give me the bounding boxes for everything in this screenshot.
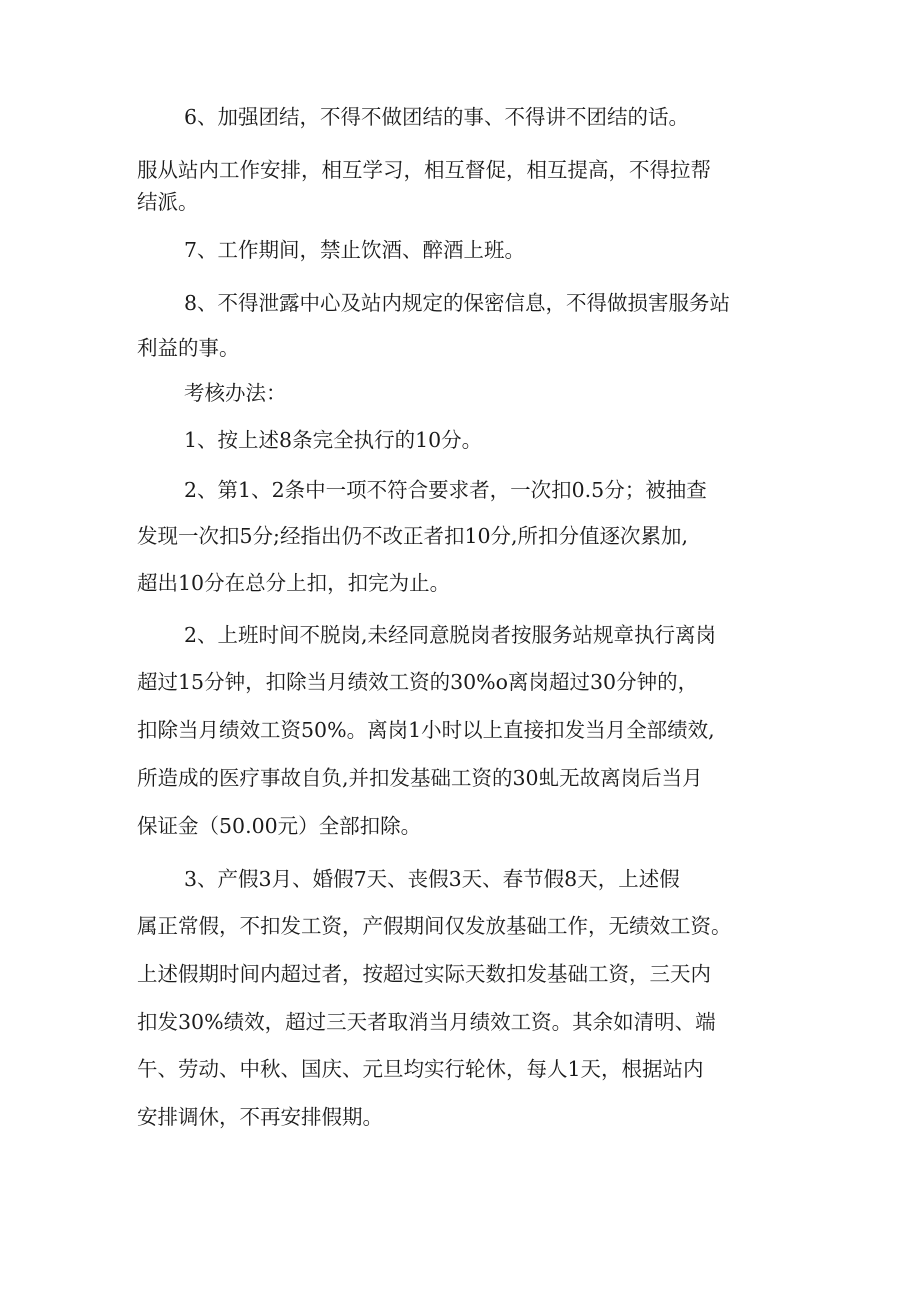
text-line: 8、不得泄露中心及站内规定的保密信息，不得做损害服务站 [184, 291, 731, 315]
text-line: 保证金（50.00元）全部扣除。 [137, 814, 422, 838]
text-line: 扣发30%绩效，超过三天者取消当月绩效工资。其余如清明、端 [137, 1010, 716, 1034]
text-line: 上述假期时间内超过者，按超过实际天数扣发基础工资，三天内 [137, 962, 711, 986]
text-line: 属正常假，不扣发工资，产假期间仅发放基础工作，无绩效工资。 [137, 914, 732, 938]
text-line: 超过15分钟，扣除当月绩效工资的30%o离岗超过30分钟的， [137, 670, 699, 694]
text-line: 3、产假3月、婚假7天、丧假3天、春节假8天，上述假 [184, 867, 680, 891]
text-line: 安排调休，不再安排假期。 [137, 1105, 383, 1129]
text-line: 7、工作期间，禁止饮酒、醉酒上班。 [184, 238, 526, 262]
text-line: 扣除当月绩效工资50%。离岗1小时以上直接扣发当月全部绩效, [137, 718, 715, 742]
text-line: 1、按上述8条完全执行的10分。 [184, 428, 483, 452]
text-line: 服从站内工作安排，相互学习，相互督促，相互提高，不得拉帮 [137, 158, 711, 182]
text-line: 结派。 [137, 190, 199, 214]
text-line: 午、劳动、中秋、国庆、元旦均实行轮休，每人1天，根据站内 [137, 1057, 704, 1081]
text-line: 超出10分在总分上扣，扣完为止。 [137, 571, 451, 595]
text-line: 发现一次扣5分;经指出仍不改正者扣10分,所扣分值逐次累加, [137, 524, 689, 548]
text-line: 2、第1、2条中一项不符合要求者，一次扣0.5分；被抽查 [184, 478, 707, 502]
text-line: 2、上班时间不脱岗,未经同意脱岗者按服务站规章执行离岗 [184, 623, 717, 647]
text-line: 所造成的医疗事故自负,并扣发基础工资的30虬无故离岗后当月 [137, 766, 703, 790]
text-line: 利益的事。 [137, 336, 240, 360]
text-line: 6、加强团结，不得不做团结的事、不得讲不团结的话。 [184, 105, 690, 129]
text-line: 考核办法： [184, 381, 287, 405]
